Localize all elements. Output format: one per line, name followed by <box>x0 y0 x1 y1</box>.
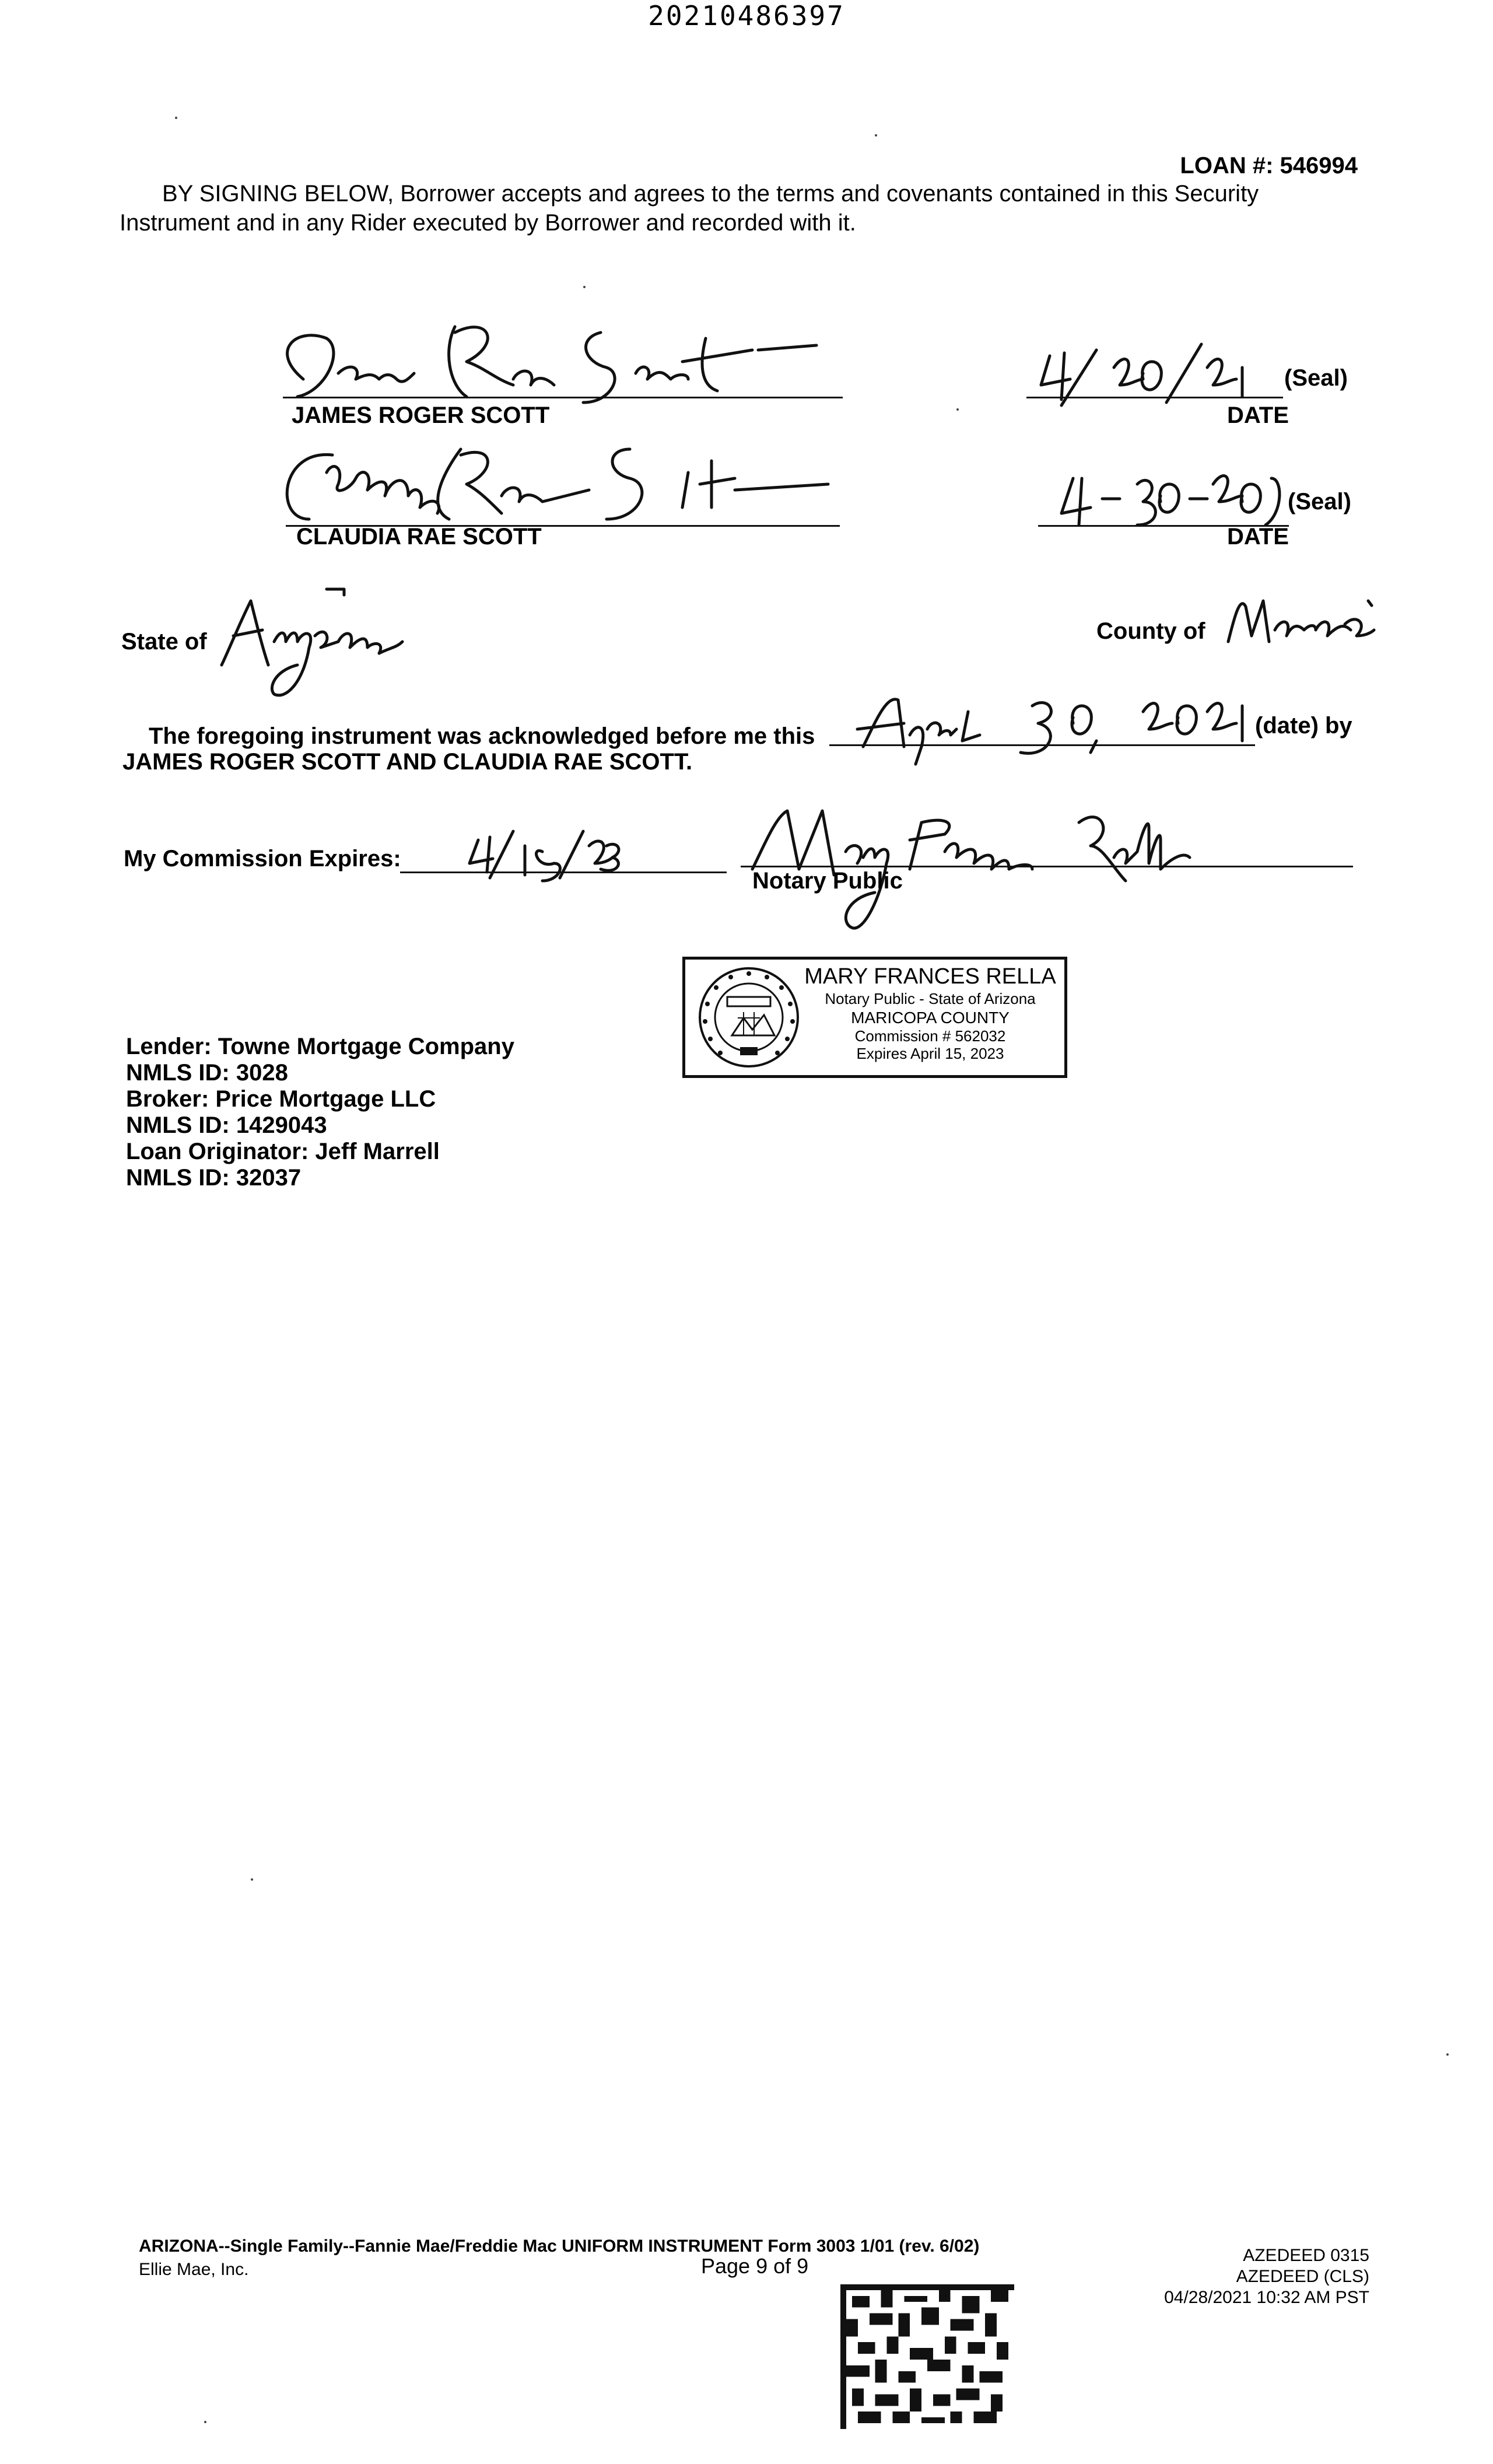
loan-originator-line: Loan Originator: Jeff Marrell <box>126 1139 440 1164</box>
loan-number: LOAN #: 546994 <box>1180 153 1358 178</box>
stamp-line-2: Notary Public - State of Arizona <box>825 990 1036 1007</box>
broker-nmls-line: NMLS ID: 1429043 <box>126 1112 327 1138</box>
ack-date-line <box>829 744 1255 746</box>
barcode-2d <box>840 2284 1015 2429</box>
lender-info <box>126 1034 514 1191</box>
stamp-expires: Expires April 15, 2023 <box>856 1045 1004 1062</box>
scan-speck <box>251 1878 253 1881</box>
borrower-1-date-label: DATE <box>1227 402 1289 428</box>
scan-speck <box>956 408 959 411</box>
borrower-1-seal: (Seal) <box>1284 365 1348 391</box>
borrower-1-handwritten-date <box>1026 344 1271 408</box>
notary-stamp <box>682 957 1067 1078</box>
state-handwritten <box>216 578 402 723</box>
state-label: State of <box>121 629 207 654</box>
scan-speck <box>1446 2053 1449 2056</box>
commission-line <box>400 872 727 873</box>
scan-speck <box>875 134 877 136</box>
ack-line-1: The foregoing instrument was acknowledged before me this <box>149 723 815 749</box>
borrower-1-signature-line <box>283 397 843 398</box>
borrower-1-name: JAMES ROGER SCOTT <box>292 402 550 428</box>
borrower-1-date-line <box>1026 397 1283 398</box>
lender-line: Lender: Towne Mortgage Company <box>126 1034 514 1059</box>
intro-line-1: BY SIGNING BELOW, Borrower accepts and agrees to the terms and covenants contained in this Security <box>162 181 1259 206</box>
footer-code-2: AZEDEED (CLS) <box>1236 2267 1369 2286</box>
footer-page-number: Page 9 of 9 <box>701 2254 809 2278</box>
borrower-2-seal: (Seal) <box>1288 489 1351 514</box>
county-label: County of <box>1096 618 1205 644</box>
borrower-2-handwritten-date <box>1050 467 1283 531</box>
footer-timestamp: 04/28/2021 10:32 AM PST <box>1164 2288 1369 2307</box>
scan-speck <box>175 117 177 119</box>
footer-vendor: Ellie Mae, Inc. <box>139 2260 249 2279</box>
stamp-county: MARICOPA COUNTY <box>851 1009 1010 1027</box>
borrower-2-name: CLAUDIA RAE SCOTT <box>296 524 542 550</box>
borrower-2-date-label: DATE <box>1227 524 1289 550</box>
ack-suffix: (date) by <box>1255 713 1352 738</box>
county-handwritten <box>1211 589 1380 659</box>
footer-form-line: ARIZONA--Single Family--Fannie Mae/Freddie Mac UNIFORM INSTRUMENT Form 3003 1/01 (rev. 6/02) <box>139 2236 980 2256</box>
scan-speck <box>583 286 586 288</box>
notary-signature-line <box>741 866 1353 867</box>
stamp-name: MARY FRANCES RELLA <box>804 964 1056 989</box>
commission-label: My Commission Expires: <box>124 846 401 872</box>
scan-speck <box>204 2421 206 2423</box>
broker-line: Broker: Price Mortgage LLC <box>126 1086 436 1112</box>
notary-public-label: Notary Public <box>752 868 903 894</box>
stamp-commission: Commission # 562032 <box>854 1027 1006 1045</box>
document-number: 20210486397 <box>648 0 845 32</box>
ack-handwritten-date <box>840 688 1260 758</box>
footer-code-1: AZEDEED 0315 <box>1243 2246 1369 2265</box>
lender-nmls-line: NMLS ID: 3028 <box>126 1060 288 1086</box>
ack-line-2: JAMES ROGER SCOTT AND CLAUDIA RAE SCOTT. <box>122 749 693 775</box>
originator-nmls-line: NMLS ID: 32037 <box>126 1165 302 1191</box>
state-seal-icon <box>697 965 801 1069</box>
intro-line-2: Instrument and in any Rider executed by Borrower and recorded with it. <box>120 210 856 236</box>
